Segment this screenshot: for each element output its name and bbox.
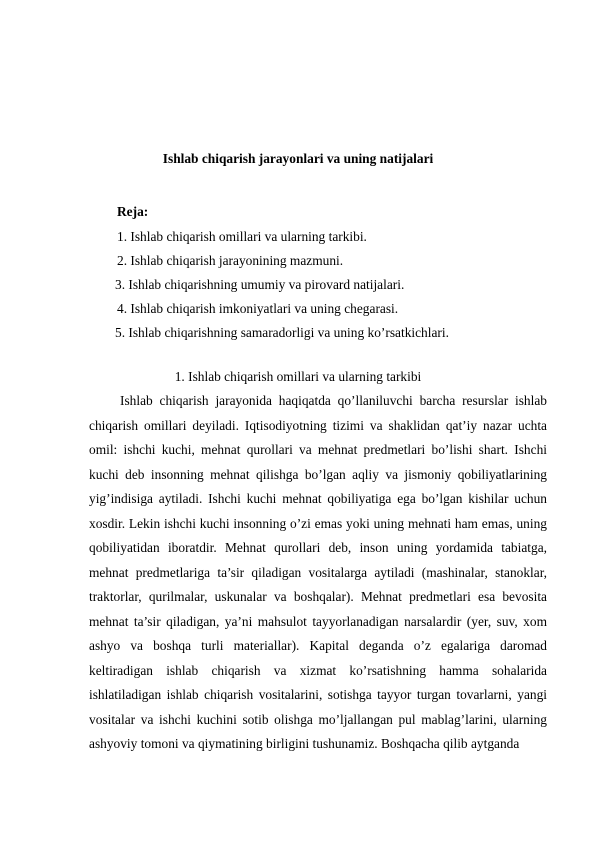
body-paragraph: Ishlab chiqarish jarayonida haqiqatda qo’llaniluvchi barcha resurslar ishlab chiqarish omillari deyiladi. Iqtisodiyotning tizimi va shaklidan qat’iy nazar uchta omil: ishchi kuchi, mehnat qurollari va mehnat predmetlari bo’lishi shart. Ishchi kuchi deb insonning mehnat qilishga bo’lgan aqliy va jismoniy qobiliyatlarining yig’indisiga aytiladi. Ishchi kuchi mehnat qobiliyatiga ega bo’lgan kishilar uchun xosdir. Lekin ishchi kuchi insonning o’zi emas yoki uning mehnati ham emas, uning qobiliyatidan iboratdir. Mehnat qurollari deb, inson uning yordamida tabiatga, mehnat predmetlariga ta’sir qiladigan vositalarga aytiladi (mashinalar, stanoklar, traktorlar, qurilmalar, uskunalar va boshqalar). Mehnat predmetlari esa bevosita mehnat ta’sir qiladigan, ya’ni mahsulot tayyorlanadigan narsalardir (yer, suv, xom ashyo va boshqa turli materiallar). Kapital deganda o’z egalariga daromad keltiradigan ishlab chiqarish va xizmat ko’rsatishning hamma sohalarida ishlatiladigan ishlab chiqarish vositalarini, sotishga tayyor turgan tovarlarni, yangi vositalar va ishchi kuchini sotib olishga mo’ljallangan pul mablag’larini, ularning ashyoviy tomoni va qiymatining birligini tushunamiz. Boshqacha qilib aytganda — [89, 393, 547, 751]
plan-item: 4. Ishlab chiqarish imkoniyatlari va uning chegarasi. — [117, 301, 399, 316]
plan-item: 5. Ishlab chiqarishning samaradorligi va uning ko’rsatkichlari. — [115, 325, 449, 340]
plan-item: 2. Ishlab chiqarish jarayonining mazmuni. — [117, 253, 344, 268]
section-title: 1. Ishlab chiqarish omillari va ularning tarkibi — [174, 369, 422, 384]
plan-item: 3. Ishlab chiqarishning umumiy va pirovard natijalari. — [115, 277, 405, 292]
plan-heading: Reja: — [117, 204, 149, 219]
plan-item: 1. Ishlab chiqarish omillari va ularning tarkibi. — [117, 229, 367, 244]
document-title: Ishlab chiqarish jarayonlari va uning natijalari — [162, 151, 434, 166]
